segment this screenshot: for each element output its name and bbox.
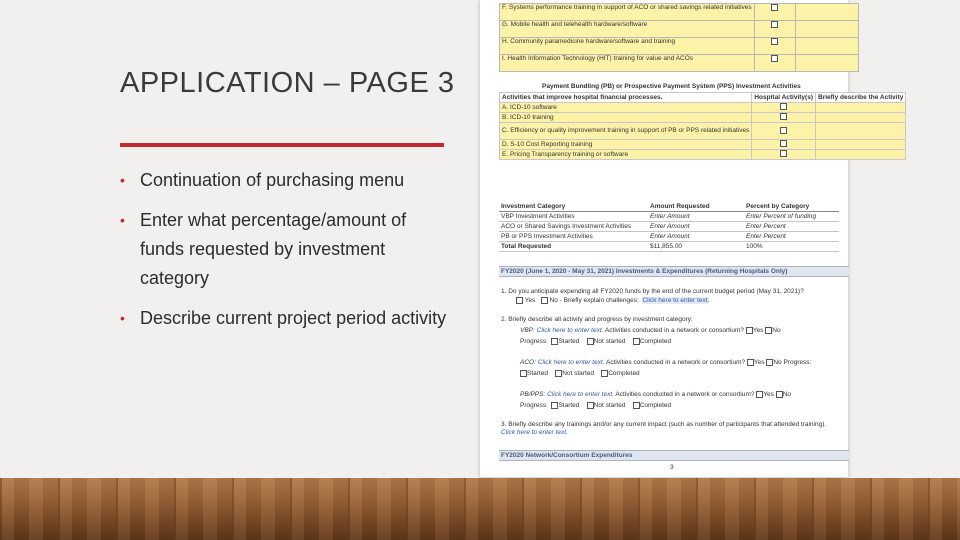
bullet-item: • Describe current project period activity: [120, 304, 455, 333]
column-header: Investment Category: [499, 202, 648, 212]
activity-label: I. Health Information Technology (HIT) training for value and ACOs: [500, 55, 755, 72]
bullet-item: • Enter what percentage/amount of funds requested by investment category: [120, 206, 455, 293]
checkbox[interactable]: [747, 359, 754, 366]
application-form-image: [480, 0, 904, 477]
question-1-options: [516, 297, 709, 305]
question-2: 2. Briefly describe all activity and progress by investment category:: [501, 316, 693, 323]
column-header: Activities that improve hospital financial processes.: [500, 93, 752, 103]
checkbox[interactable]: [780, 127, 787, 134]
wood-floor-decoration: [0, 478, 960, 540]
checkbox[interactable]: [746, 327, 753, 334]
activity-label: E. Pricing Transparency training or software: [500, 150, 752, 160]
text-entry-field[interactable]: Click here to enter text.: [642, 297, 710, 305]
pbpps-progress-line: Progress: Started Not started Completed: [520, 402, 672, 410]
bullet-item: • Continuation of purchasing menu: [120, 166, 455, 195]
page-number: 3: [670, 464, 674, 471]
pbpps-activity-line: PB/PPS: Click here to enter text. Activities conducted in a network or consortium? Yes No: [520, 391, 792, 399]
checkbox[interactable]: [516, 297, 523, 304]
activity-label: A. ICD-10 software: [500, 103, 752, 113]
top-activity-table: [499, 3, 859, 72]
column-header: Hospital Activity(s): [752, 93, 816, 103]
checkbox[interactable]: [780, 113, 787, 120]
question-1: 1. Do you anticipate expending all FY2020 funds by the end of the current budget period (May 31, 2021)?: [501, 288, 804, 295]
activity-label: F. Systems performance training in support of ACO or shared savings related initiatives: [500, 4, 755, 21]
percent-field[interactable]: Enter Percent: [744, 232, 839, 242]
aco-progress-line: Started Not started Completed: [520, 370, 640, 378]
checkbox[interactable]: [776, 391, 783, 398]
vbp-progress-line: Progress: Started Not started Completed: [520, 338, 672, 346]
percent-field[interactable]: Enter Percent: [744, 222, 839, 232]
amount-field[interactable]: Enter Amount: [648, 232, 744, 242]
section-header-investments: FY2020 (June 1, 2020 - May 31, 2021) Investments & Expenditures (Returning Hospitals Only): [499, 266, 849, 277]
checkbox[interactable]: [780, 103, 787, 110]
text-entry-field[interactable]: Click here to enter text.: [537, 359, 605, 367]
bullet-list: [120, 166, 455, 344]
checkbox[interactable]: [520, 370, 527, 377]
column-header: Amount Requested: [648, 202, 744, 212]
category-cell: VBP Investment Activities: [499, 212, 648, 222]
text-entry-field[interactable]: Click here to enter text.: [536, 327, 604, 335]
activity-label: C. Efficiency or quality improvement training in support of PB or PPS related initiatives: [500, 123, 752, 140]
category-cell: ACO or Shared Savings Investment Activities: [499, 222, 648, 232]
slide-title: APPLICATION – PAGE 3: [120, 67, 455, 99]
section-header-network: FY2020 Network/Consortium Expenditures: [499, 450, 849, 461]
checkbox[interactable]: [780, 150, 787, 157]
checkbox[interactable]: [771, 38, 778, 45]
checkbox[interactable]: [633, 402, 640, 409]
percent-field[interactable]: Enter Percent of funding: [744, 212, 839, 222]
title-underline: [120, 143, 444, 147]
checkbox[interactable]: [771, 21, 778, 28]
total-amount: $11,855.00: [648, 242, 744, 252]
text-entry-field[interactable]: Click here to enter text.: [501, 429, 568, 436]
option-label: Yes: [524, 297, 536, 305]
option-label: No - Briefly explain challenges:: [549, 297, 639, 305]
pps-activities-table: [499, 92, 906, 160]
amount-field[interactable]: Enter Amount: [648, 222, 744, 232]
column-header: Percent by Category: [744, 202, 839, 212]
activity-label: D. S-10 Cost Reporting training: [500, 140, 752, 150]
question-3: 3. Briefly describe any trainings and/or any current impact (such as number of participants that attended training). Click here to enter text.: [501, 421, 827, 436]
checkbox[interactable]: [587, 338, 594, 345]
pps-table-title: Payment Bundling (PB) or Prospective Payment System (PPS) Investment Activities: [542, 83, 801, 90]
column-header: Briefly describe the Activity: [816, 93, 906, 103]
total-label: Total Requested: [499, 242, 648, 252]
category-cell: PB or PPS Investment Activities: [499, 232, 648, 242]
checkbox[interactable]: [771, 4, 778, 11]
vbp-activity-line: VBP: Click here to enter text. Activities conducted in a network or consortium? Yes No: [520, 327, 781, 335]
text-entry-field[interactable]: Click here to enter text.: [547, 391, 614, 399]
checkbox[interactable]: [771, 55, 778, 62]
activity-label: B. ICD-10 training: [500, 113, 752, 123]
total-percent: 100%: [744, 242, 839, 252]
activity-label: H. Community paramedicine hardware/software and training: [500, 38, 755, 55]
investment-category-table: [499, 202, 839, 252]
checkbox[interactable]: [633, 338, 640, 345]
checkbox[interactable]: [780, 140, 787, 147]
checkbox[interactable]: [541, 297, 548, 304]
activity-label: G. Mobile health and telehealth hardware/software: [500, 21, 755, 38]
amount-field[interactable]: Enter Amount: [648, 212, 744, 222]
aco-activity-line: ACO: Click here to enter text. Activities conducted in a network or consortium? Yes No Progress:: [520, 359, 812, 367]
checkbox[interactable]: [587, 402, 594, 409]
